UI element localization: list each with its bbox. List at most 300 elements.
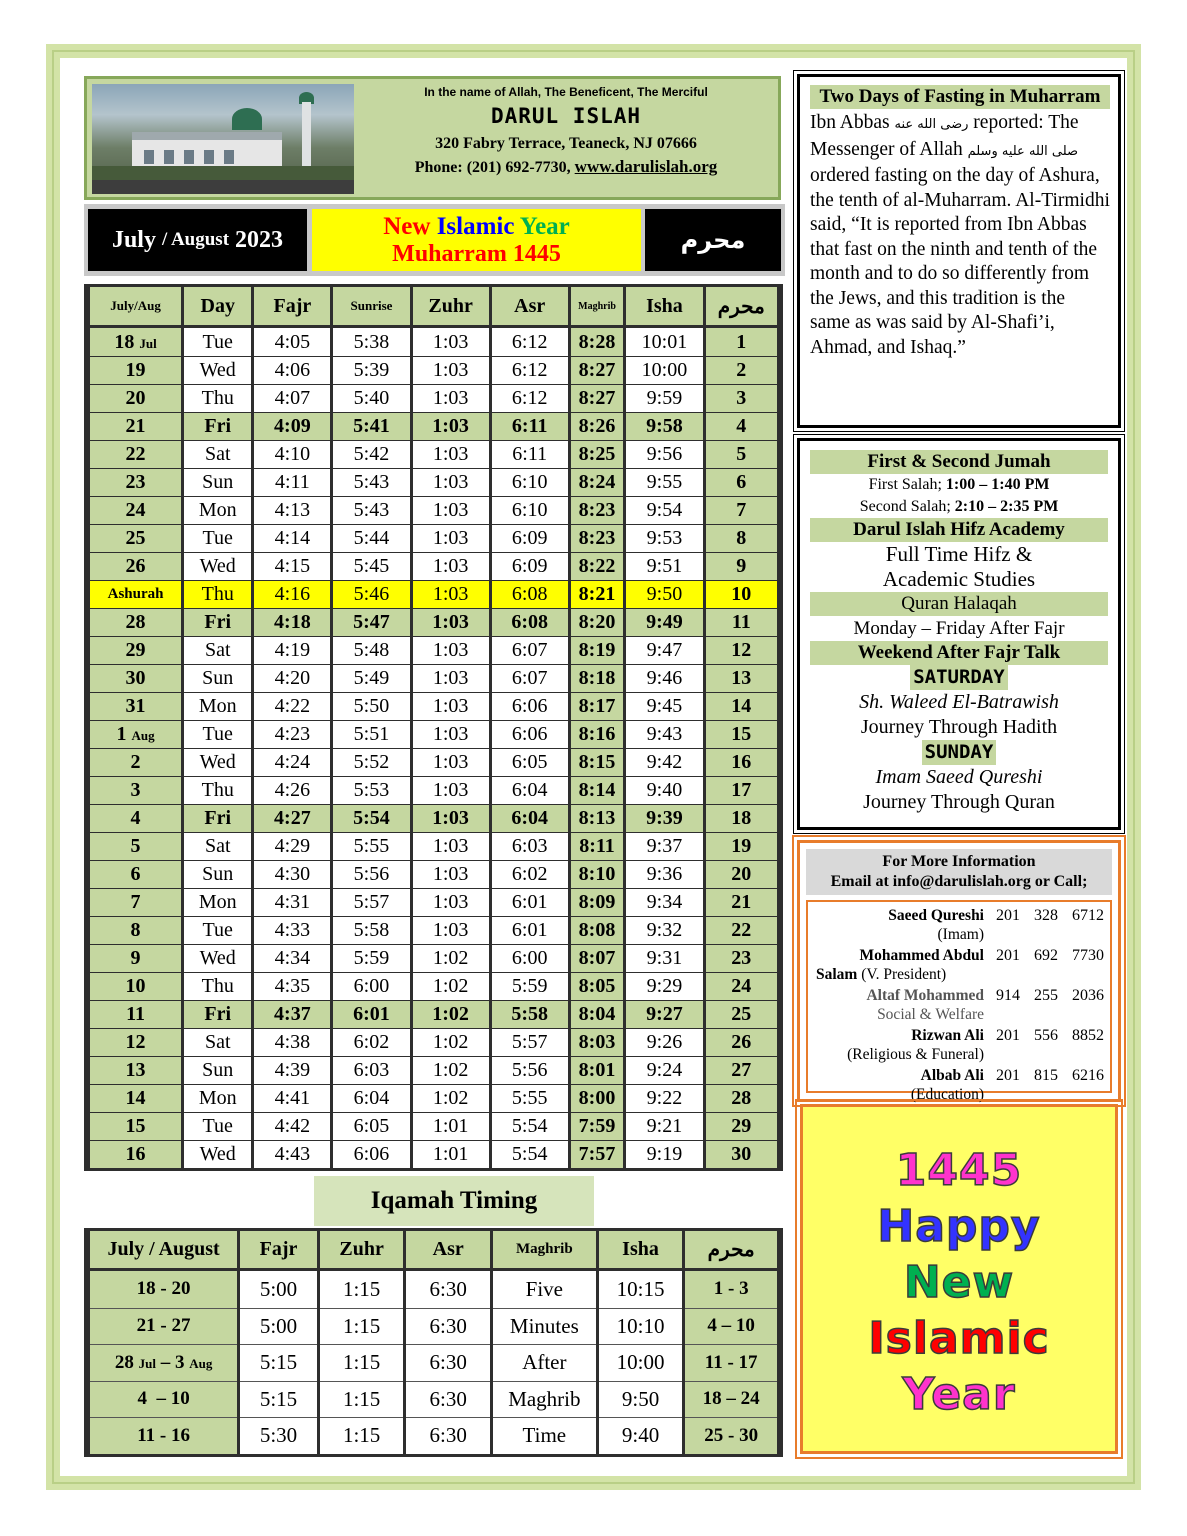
cell-asr: 6:09: [492, 524, 568, 552]
cell-fajr: 4:31: [254, 888, 330, 916]
iq-maghrib: Minutes: [493, 1308, 596, 1345]
cell-hijri: 23: [706, 944, 777, 972]
cell-day: Thu: [184, 972, 251, 1000]
contact-name-cont: Salam: [816, 966, 858, 983]
cell-asr: 6:05: [492, 748, 568, 776]
cell-hijri: 14: [706, 692, 777, 720]
cell-fajr: 4:35: [254, 972, 330, 1000]
cell-day: Sat: [184, 440, 251, 468]
iq-hijri: 11 - 17: [685, 1344, 777, 1381]
iq-header-maghrib: Maghrib: [493, 1231, 596, 1271]
iq-header-hijri: محرم: [685, 1231, 777, 1271]
arabic-month-name: محرم: [645, 209, 781, 271]
month-title-bar: [84, 204, 785, 276]
cell-isha: 9:34: [626, 888, 702, 916]
cell-maghrib: 8:04: [571, 1000, 624, 1028]
sunday-topic: Journey Through Quran: [863, 791, 1055, 813]
iq-header-asr: Asr: [406, 1231, 490, 1271]
cell-fajr: 4:37: [254, 1000, 330, 1028]
contact-phone[interactable]: 914 255 2036: [996, 987, 1104, 1004]
cell-asr: 6:07: [492, 636, 568, 664]
cell-day: Tue: [184, 916, 251, 944]
cell-fajr: 4:43: [254, 1140, 330, 1168]
cell-day: Sun: [184, 664, 251, 692]
iq-hijri: 18 – 24: [685, 1381, 777, 1418]
cell-asr: 6:06: [492, 720, 568, 748]
iq-range: [90, 1344, 237, 1381]
greeting-line3: New: [903, 1257, 1015, 1308]
masjid-phone: Phone: (201) 692-7730,: [414, 159, 571, 176]
cell-asr: 6:08: [492, 608, 568, 636]
cell-asr: 6:07: [492, 664, 568, 692]
prayer-row: [90, 440, 777, 468]
prayer-row: [90, 524, 777, 552]
prayer-row: [90, 664, 777, 692]
cell-hijri: 16: [706, 748, 777, 776]
saturday-topic: Journey Through Hadith: [860, 716, 1058, 738]
cell-isha: 9:42: [626, 748, 702, 776]
iq-range: 18 - 20: [90, 1271, 237, 1308]
fasting-title: Two Days of Fasting in Muharram: [810, 85, 1110, 109]
cell-isha: 9:29: [626, 972, 702, 1000]
cell-fajr: 4:05: [254, 328, 330, 356]
cell-fajr: 4:19: [254, 636, 330, 664]
iq-fajr: 5:00: [240, 1308, 317, 1345]
cell-day: Mon: [184, 496, 251, 524]
cell-date: [90, 524, 181, 552]
cell-sunrise: 5:56: [333, 860, 409, 888]
cell-sunrise: 5:46: [333, 580, 409, 608]
prayer-row: [90, 412, 777, 440]
cell-isha: 9:46: [626, 664, 702, 692]
cell-zuhr: 1:03: [413, 776, 489, 804]
cell-zuhr: 1:03: [413, 692, 489, 720]
cell-asr: 6:04: [492, 804, 568, 832]
cell-hijri: 26: [706, 1028, 777, 1056]
cell-zuhr: 1:03: [413, 356, 489, 384]
cell-asr: 6:02: [492, 860, 568, 888]
cell-maghrib: 8:01: [571, 1056, 624, 1084]
cell-hijri: 3: [706, 384, 777, 412]
cell-asr: 6:03: [492, 832, 568, 860]
cell-fajr: 4:34: [254, 944, 330, 972]
cell-fajr: 4:18: [254, 608, 330, 636]
cell-zuhr: 1:02: [413, 944, 489, 972]
date-number: 3: [130, 779, 141, 801]
contact-role: (V. President): [861, 966, 947, 983]
prayer-row: [90, 804, 777, 832]
cell-day: Fri: [184, 608, 251, 636]
cell-day: Tue: [184, 524, 251, 552]
cell-maghrib: 8:11: [571, 832, 624, 860]
contact-name: Albab Ali: [920, 1067, 984, 1084]
cell-maghrib: 8:25: [571, 440, 624, 468]
cell-zuhr: 1:03: [413, 804, 489, 832]
contact-role: Social & Welfare: [877, 1006, 984, 1023]
iqamah-table: [84, 1228, 783, 1457]
date-number: 15: [125, 1115, 146, 1137]
cell-day: Fri: [184, 1000, 251, 1028]
prayer-row: [90, 636, 777, 664]
cell-hijri: 12: [706, 636, 777, 664]
cell-maghrib: 8:07: [571, 944, 624, 972]
cell-sunrise: 5:48: [333, 636, 409, 664]
date-number: 9: [130, 947, 141, 969]
contact-title: For More Information: [882, 853, 1036, 870]
cell-date: [90, 804, 181, 832]
cell-maghrib: 8:21: [571, 580, 624, 608]
cell-sunrise: 6:05: [333, 1112, 409, 1140]
date-number: 16: [125, 1143, 146, 1165]
date-number: 6: [130, 863, 141, 885]
contact-list: [806, 900, 1112, 1103]
fasting-text: [810, 111, 1110, 360]
cell-zuhr: 1:03: [413, 384, 489, 412]
hifz-line2: Academic Studies: [882, 567, 1036, 591]
cell-hijri: 20: [706, 860, 777, 888]
cell-hijri: 30: [706, 1140, 777, 1168]
cell-hijri: 21: [706, 888, 777, 916]
cell-zuhr: 1:02: [413, 1000, 489, 1028]
prayer-row: [90, 468, 777, 496]
iqamah-row: [90, 1344, 777, 1381]
new-year-banner: [312, 209, 641, 271]
cell-maghrib: 8:20: [571, 608, 624, 636]
cell-maghrib: 8:00: [571, 1084, 624, 1112]
header-hijri: محرم: [706, 287, 777, 328]
cell-day: Tue: [184, 720, 251, 748]
cell-sunrise: 5:50: [333, 692, 409, 720]
cell-date: [90, 860, 181, 888]
cell-zuhr: 1:03: [413, 748, 489, 776]
cell-asr: 6:12: [492, 384, 568, 412]
iq-asr: 6:30: [406, 1308, 490, 1345]
cell-isha: 9:47: [626, 636, 702, 664]
cell-hijri: 15: [706, 720, 777, 748]
cell-sunrise: 5:53: [333, 776, 409, 804]
saturday-label: SATURDAY: [910, 665, 1008, 690]
date-number: 18: [114, 330, 135, 353]
fasting-info-box: [797, 74, 1121, 428]
iq-isha: 10:15: [599, 1271, 683, 1308]
header-isha: Isha: [626, 287, 702, 328]
hifz-title: Darul Islah Hifz Academy: [810, 518, 1108, 542]
date-number: 1: [116, 723, 127, 745]
cell-isha: 9:21: [626, 1112, 702, 1140]
cell-isha: 9:31: [626, 944, 702, 972]
cell-fajr: 4:13: [254, 496, 330, 524]
prayer-row: [90, 328, 777, 356]
greeting-line4: Islamic: [868, 1313, 1050, 1364]
cell-date: [90, 552, 181, 580]
contact-role: (Religious & Funeral): [847, 1046, 984, 1063]
cell-date: [90, 636, 181, 664]
prayer-row: [90, 608, 777, 636]
contact-email-line: Email at info@darulislah.org or Call;: [830, 873, 1088, 890]
second-jumah: [810, 496, 1108, 518]
cell-maghrib: 8:08: [571, 916, 624, 944]
iq-fajr: 5:15: [240, 1381, 317, 1418]
cell-isha: 9:45: [626, 692, 702, 720]
cell-isha: 9:27: [626, 1000, 702, 1028]
iq-header-fajr: Fajr: [240, 1231, 317, 1271]
contact-phone[interactable]: 201 815 6216: [996, 1067, 1104, 1084]
weekend-title: Weekend After Fajr Talk: [810, 641, 1108, 665]
date-number: 12: [125, 1031, 146, 1053]
cell-hijri: 24: [706, 972, 777, 1000]
new-word: New: [383, 213, 431, 240]
cell-asr: 6:01: [492, 888, 568, 916]
cell-sunrise: 5:43: [333, 468, 409, 496]
year-word: Year: [519, 213, 570, 240]
header-day: Day: [184, 287, 251, 328]
cell-asr: 6:06: [492, 692, 568, 720]
date-month: Aug: [131, 728, 155, 743]
cell-maghrib: 8:03: [571, 1028, 624, 1056]
cell-zuhr: 1:02: [413, 1056, 489, 1084]
fasting-text-part3: ordered fasting on the day of Ashura, the tenth of al-Muharram. Al-Tirmidhi said, “It is reported from Ibn Abbas that fast on the ninth and tenth of the month and to do so differently from the Jews, and this tradition is the same as was said by Al-Shafi’i, Ahmad, and Ishaq.”: [810, 165, 1110, 358]
iq-maghrib: Maghrib: [493, 1381, 596, 1418]
contact-name: Mohammed Abdul: [859, 947, 984, 964]
cell-zuhr: 1:03: [413, 440, 489, 468]
gregorian-year: 2023: [235, 226, 284, 253]
date-number: 19: [125, 359, 146, 381]
cell-date: [90, 832, 181, 860]
cell-sunrise: 5:41: [333, 412, 409, 440]
prayer-row: [90, 1084, 777, 1112]
contact-name: Saeed Qureshi: [888, 907, 984, 924]
date-number: 22: [125, 443, 146, 465]
cell-sunrise: 6:03: [333, 1056, 409, 1084]
cell-zuhr: 1:02: [413, 972, 489, 1000]
cell-sunrise: 6:00: [333, 972, 409, 1000]
prayer-row: [90, 1140, 777, 1168]
cell-date: [90, 1000, 181, 1028]
cell-day: Fri: [184, 412, 251, 440]
date-month: Jul: [139, 335, 157, 351]
date-number: 7: [130, 891, 141, 913]
cell-zuhr: 1:03: [413, 664, 489, 692]
cell-sunrise: 5:40: [333, 384, 409, 412]
iqamah-row: [90, 1417, 777, 1454]
cell-hijri: 5: [706, 440, 777, 468]
prayer-row: [90, 916, 777, 944]
cell-fajr: 4:22: [254, 692, 330, 720]
contact-item: [816, 1026, 1104, 1066]
iq-zuhr: 1:15: [320, 1417, 404, 1454]
fasting-text-part2: reported: The Messenger of Allah: [810, 112, 1079, 160]
cell-day: Sun: [184, 860, 251, 888]
cell-day: Tue: [184, 1112, 251, 1140]
cell-isha: 9:39: [626, 804, 702, 832]
cell-zuhr: 1:03: [413, 412, 489, 440]
date-number: 14: [125, 1087, 146, 1109]
contact-name: Rizwan Ali: [911, 1027, 984, 1044]
cell-fajr: 4:10: [254, 440, 330, 468]
cell-isha: 9:58: [626, 412, 702, 440]
cell-isha: 10:01: [626, 328, 702, 356]
cell-zuhr: 1:03: [413, 916, 489, 944]
cell-sunrise: 5:42: [333, 440, 409, 468]
cell-day: Thu: [184, 384, 251, 412]
iq-header-zuhr: Zuhr: [320, 1231, 404, 1271]
cell-fajr: 4:23: [254, 720, 330, 748]
cell-asr: 6:11: [492, 440, 568, 468]
cell-sunrise: 5:38: [333, 328, 409, 356]
iq-asr: 6:30: [406, 1271, 490, 1308]
greeting-line2: Happy: [877, 1201, 1041, 1252]
prayer-row: [90, 496, 777, 524]
halaqah-time: Monday – Friday After Fajr: [853, 618, 1065, 639]
date-number: 8: [130, 919, 141, 941]
iqamah-row: [90, 1381, 777, 1418]
cell-fajr: 4:42: [254, 1112, 330, 1140]
prayer-row: [90, 888, 777, 916]
cell-hijri: 10: [706, 580, 777, 608]
date-number: 21: [125, 415, 146, 437]
cell-fajr: 4:20: [254, 664, 330, 692]
date-number: 31: [125, 695, 146, 717]
cell-sunrise: 5:55: [333, 832, 409, 860]
cell-isha: 9:19: [626, 1140, 702, 1168]
cell-asr: 6:12: [492, 328, 568, 356]
cell-hijri: 25: [706, 1000, 777, 1028]
cell-sunrise: 5:39: [333, 356, 409, 384]
cell-isha: 9:37: [626, 832, 702, 860]
cell-day: Mon: [184, 692, 251, 720]
date-number: Ashurah: [107, 586, 164, 602]
cell-fajr: 4:07: [254, 384, 330, 412]
cell-maghrib: 7:57: [571, 1140, 624, 1168]
greeting-line5: Year: [902, 1369, 1016, 1420]
contact-item: [816, 986, 1104, 1026]
cell-maghrib: 8:23: [571, 524, 624, 552]
iq-header-range: July / August: [90, 1231, 237, 1271]
iqamah-table-header: [90, 1231, 777, 1271]
cell-zuhr: 1:03: [413, 468, 489, 496]
prayer-row: [90, 832, 777, 860]
cell-date: [90, 328, 181, 356]
cell-isha: 9:51: [626, 552, 702, 580]
cell-hijri: 13: [706, 664, 777, 692]
cell-sunrise: 5:47: [333, 608, 409, 636]
cell-asr: 6:10: [492, 468, 568, 496]
contact-phone[interactable]: 201 692 7730: [996, 947, 1104, 964]
cell-maghrib: 8:28: [571, 328, 624, 356]
cell-date: [90, 468, 181, 496]
cell-fajr: 4:39: [254, 1056, 330, 1084]
cell-sunrise: 6:04: [333, 1084, 409, 1112]
cell-asr: 6:01: [492, 916, 568, 944]
website-link[interactable]: www.darulislah.org: [574, 157, 718, 176]
cell-date: [90, 412, 181, 440]
cell-date: [90, 496, 181, 524]
cell-hijri: 18: [706, 804, 777, 832]
cell-day: Wed: [184, 552, 251, 580]
cell-date: [90, 944, 181, 972]
prayer-row: [90, 944, 777, 972]
cell-zuhr: 1:01: [413, 1140, 489, 1168]
prayer-times-table: [84, 284, 783, 1171]
cell-hijri: 17: [706, 776, 777, 804]
iq-zuhr: 1:15: [320, 1308, 404, 1345]
month-secondary: / August: [161, 229, 230, 250]
cell-maghrib: 8:23: [571, 496, 624, 524]
prayer-row: [90, 356, 777, 384]
iq-header-isha: Isha: [599, 1231, 683, 1271]
contact-item: [816, 946, 1104, 986]
prayer-row: [90, 1028, 777, 1056]
cell-date: [90, 916, 181, 944]
cell-hijri: 7: [706, 496, 777, 524]
iq-zuhr: 1:15: [320, 1344, 404, 1381]
iq-zuhr: 1:15: [320, 1271, 404, 1308]
cell-day: Sat: [184, 832, 251, 860]
cell-hijri: 29: [706, 1112, 777, 1140]
second-jumah-label: Second Salah;: [859, 498, 951, 515]
cell-zuhr: 1:03: [413, 860, 489, 888]
cell-isha: 9:32: [626, 916, 702, 944]
new-year-greeting: [800, 1104, 1118, 1454]
cell-day: Sun: [184, 1056, 251, 1084]
header-sunrise: Sunrise: [333, 287, 409, 328]
masjid-photo: [92, 84, 354, 194]
prayer-row: [90, 692, 777, 720]
cell-date: [90, 1028, 181, 1056]
cell-sunrise: 6:01: [333, 1000, 409, 1028]
contact-name: Altaf Mohammed: [866, 987, 984, 1004]
cell-fajr: 4:27: [254, 804, 330, 832]
cell-maghrib: 8:10: [571, 860, 624, 888]
cell-maghrib: 8:09: [571, 888, 624, 916]
iq-range-end-month: Aug: [189, 1355, 213, 1371]
prayer-row: [90, 1000, 777, 1028]
cell-date: [90, 1084, 181, 1112]
cell-maghrib: 8:27: [571, 356, 624, 384]
contact-phone[interactable]: 201 328 6712: [996, 907, 1104, 924]
cell-asr: 5:54: [492, 1140, 568, 1168]
cell-asr: 6:10: [492, 496, 568, 524]
cell-hijri: 9: [706, 552, 777, 580]
contact-role: (Imam): [937, 926, 984, 943]
cell-day: Fri: [184, 804, 251, 832]
contact-phone[interactable]: 201 556 8852: [996, 1027, 1104, 1044]
cell-zuhr: 1:03: [413, 552, 489, 580]
contact-role: (Education): [910, 1086, 984, 1103]
cell-sunrise: 5:43: [333, 496, 409, 524]
cell-date: [90, 384, 181, 412]
cell-zuhr: 1:03: [413, 636, 489, 664]
cell-sunrise: 5:51: [333, 720, 409, 748]
iq-asr: 6:30: [406, 1381, 490, 1418]
iq-zuhr: 1:15: [320, 1381, 404, 1418]
cell-maghrib: 8:05: [571, 972, 624, 1000]
cell-day: Thu: [184, 580, 251, 608]
cell-hijri: 22: [706, 916, 777, 944]
iq-hijri: 25 - 30: [685, 1417, 777, 1454]
date-number: 11: [126, 1003, 145, 1025]
cell-date: [90, 720, 181, 748]
cell-isha: 9:40: [626, 776, 702, 804]
iq-range: 4 – 10: [90, 1381, 237, 1418]
iq-range-start: 28: [114, 1351, 134, 1373]
cell-fajr: 4:16: [254, 580, 330, 608]
month-main: July: [111, 226, 156, 253]
fasting-text-arabic1: رضى الله عنه: [894, 117, 969, 132]
cell-sunrise: 6:02: [333, 1028, 409, 1056]
cell-fajr: 4:24: [254, 748, 330, 776]
cell-hijri: 27: [706, 1056, 777, 1084]
